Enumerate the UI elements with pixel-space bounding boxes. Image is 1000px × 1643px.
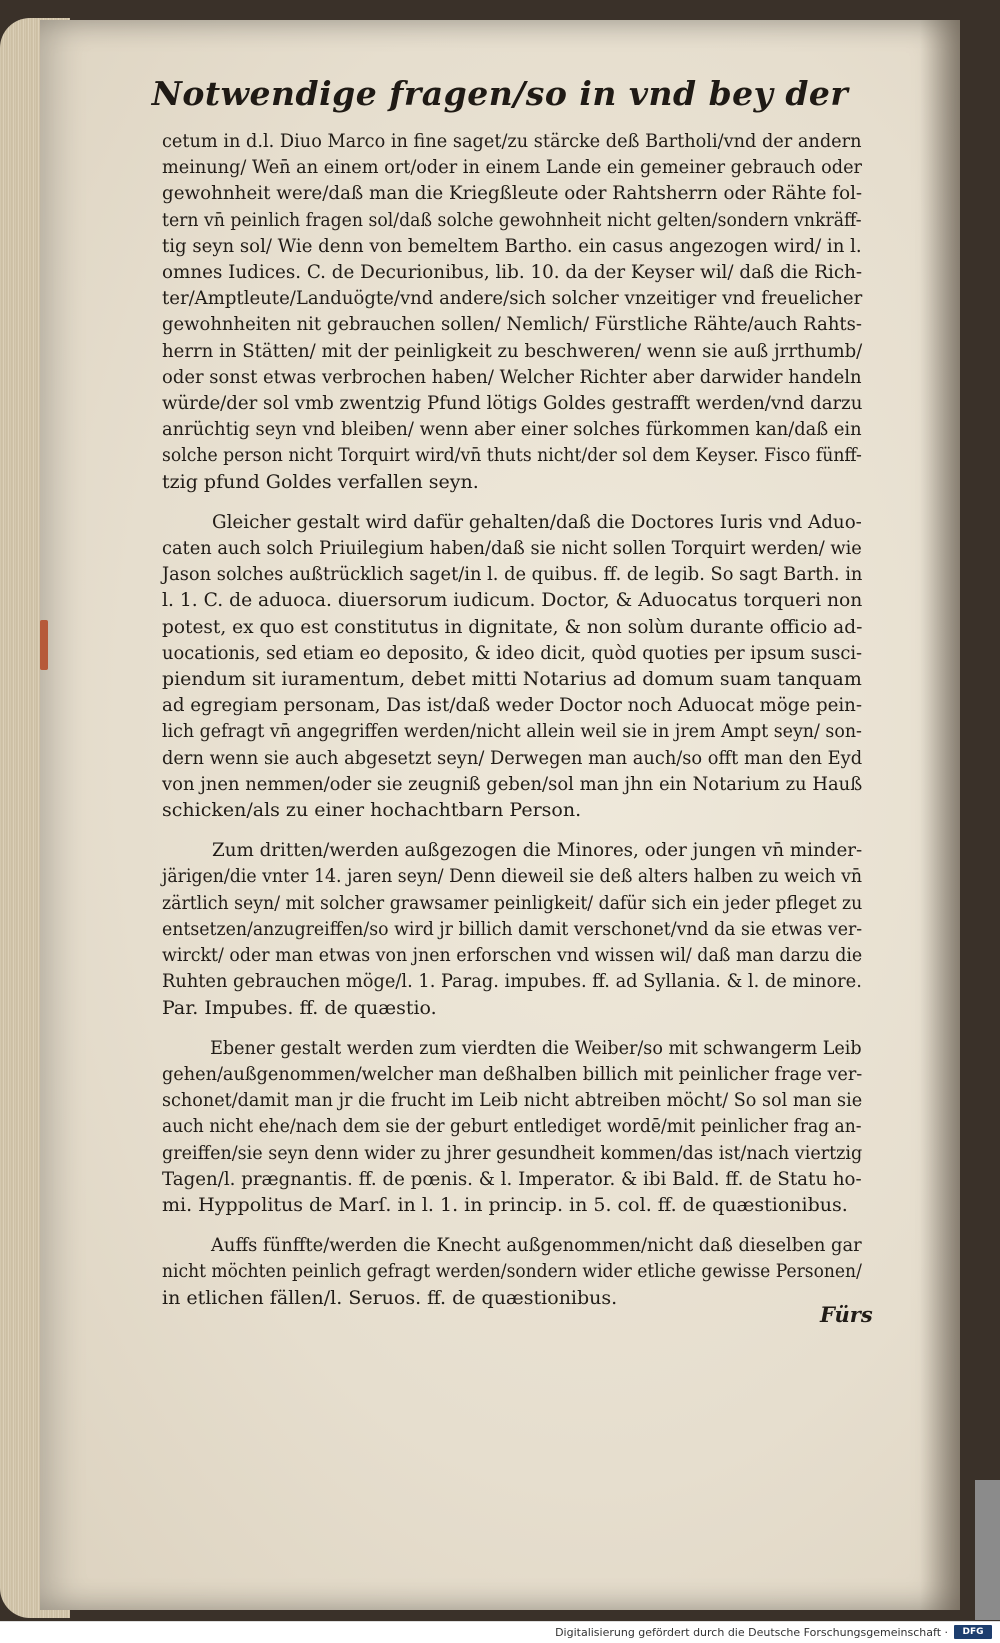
text-line: gewohnheiten nit gebrauchen sollen/ Nemlich/ Fürstliche Rähte/auch Rahts- <box>162 313 862 336</box>
text-line: dern wenn sie auch abgesetzt seyn/ Derwegen man auch/so offt man den Eyd <box>162 746 863 769</box>
text-line: herrn in Stätten/ mit der peinligkeit zu beschweren/ wenn sie auß jrrthumb/ <box>162 339 863 362</box>
text-line: mi. Hyppolitus de Marſ. in l. 1. in princip. in 5. col. ff. de quæstionibus. <box>162 1193 848 1216</box>
color-card-edge <box>975 1480 1000 1620</box>
text-line: Gleicher gestalt wird dafür gehalten/daß die Doctores Iuris vnd Aduo- <box>212 510 862 533</box>
text-line: in etlichen fällen/l. Seruos. ff. de quæstionibus. <box>162 1286 618 1309</box>
text-line: entsetzen/anzugreiffen/so wird jr billich damit verschonet/vnd da sie etwas ver- <box>162 917 863 940</box>
text-line: uocationis, sed etiam eo deposito, & ideo dicit, quòd quoties per ipsum susci- <box>162 641 863 664</box>
paragraph <box>162 1232 862 1311</box>
text-line: tig seyn sol/ Wie denn von bemeltem Bartho. ein casus angezogen wird/ in l. <box>162 234 862 257</box>
bookmark-tab <box>40 620 48 670</box>
text-line: auch nicht ehe/nach dem sie der geburt entlediget wordē/mit peinlicher frag an- <box>162 1115 862 1138</box>
text-line: anrüchtig seyn vnd bleiben/ wenn aber einer solches fürkommen kan/daß ein <box>162 418 862 441</box>
text-line: meinung/ Wen̄ an einem ort/oder in einem Lande ein gemeiner gebrauch oder <box>162 156 862 179</box>
dfg-logo: DFG <box>954 1625 992 1639</box>
running-head: Notwendige fragen/so in vnd bey der <box>151 74 849 113</box>
text-line: Ebener gestalt werden zum vierdten die Weiber/so mit schwangerm Leib <box>210 1036 862 1059</box>
text-line: gewohnheit were/daß man die Kriegßleute oder Rahtsherrn oder Rähte fol- <box>162 182 863 205</box>
text-line: cetum in d.l. Diuo Marco in fine saget/zu stärcke deß Bartholi/vnd der andern <box>162 130 862 152</box>
text-line: ad egregiam personam, Das ist/daß weder Doctor noch Aduocat möge pein- <box>162 694 863 717</box>
text-line: Tagen/l. prægnantis. ff. de pœnis. & l. Imperator. & ibi Bald. ff. de Statu ho- <box>162 1167 862 1190</box>
text-line: schicken/als zu einer hochachtbarn Person. <box>162 799 582 822</box>
text-line: von jnen nemmen/oder sie zeugniß geben/sol man jhn ein Notarium zu Hauß <box>162 772 863 795</box>
paragraph <box>162 837 862 1020</box>
text-line: Ruhten gebrauchen möge/l. 1. Parag. impubes. ff. ad Syllania. & l. de minore. <box>162 970 862 993</box>
paragraph <box>162 509 862 823</box>
text-line: potest, ex quo est constitutus in dignitate, & non solùm durante officio ad- <box>162 615 863 638</box>
text-line: nicht möchten peinlich gefragt werden/sondern wider etliche gewisse Personen/ <box>162 1260 862 1283</box>
text-line: järigen/die vnter 14. jaren seyn/ Denn dieweil sie deß alters halben zu weich vn̄ <box>162 865 863 888</box>
text-line: omnes Iudices. C. de Decurionibus, lib. 10. da der Keyser wil/ daß die Rich- <box>162 261 863 284</box>
text-body <box>162 128 862 1325</box>
page-gutter-shadow <box>920 20 960 1610</box>
text-line: zärtlich seyn/ mit solcher grawsamer peinligkeit/ dafür sich ein jeder pfleget zu <box>162 891 863 914</box>
text-line: wirckt/ oder man etwas von jnen erforschen vnd wissen wil/ daß man darzu die <box>162 944 863 967</box>
paragraph <box>162 1035 862 1218</box>
catchword: Fürs <box>820 1302 873 1327</box>
text-line: lich gefragt vn̄ angegriffen werden/nicht allein weil sie in jrem Ampt seyn/ son- <box>162 720 862 743</box>
text-line: würde/der sol vmb zwentzig Pfund lötigs Goldes gestrafft werden/vnd darzu <box>162 392 863 415</box>
text-line: greiffen/sie seyn denn wider zu jhrer gesundheit kommen/das ist/nach viertzig <box>162 1141 863 1164</box>
text-line: Par. Impubes. ff. de quæstio. <box>162 996 437 1019</box>
paragraph <box>162 128 862 495</box>
text-line: Auffs fünffte/werden die Knecht außgenommen/nicht daß dieselben gar <box>210 1234 862 1257</box>
text-line: piendum sit iuramentum, debet mitti Notarius ad domum suam tanquam <box>162 668 862 691</box>
text-line: l. 1. C. de aduoca. diuersorum iudicum. Doctor, & Aduocatus torqueri non <box>162 589 863 612</box>
text-line: tern vn̄ peinlich fragen sol/daß solche gewohnheit nicht gelten/sondern vnkräff- <box>162 208 862 231</box>
footer-credit: Digitalisierung gefördert durch die Deutsche Forschungsgemeinschaft · <box>555 1626 948 1639</box>
text-line: schonet/damit man jr die frucht im Leib nicht abtreiben möcht/ So sol man sie <box>162 1089 863 1112</box>
text-line: gehen/außgenommen/welcher man deßhalben billich mit peinlicher frage ver- <box>162 1062 863 1085</box>
footer-bar <box>0 1621 1000 1643</box>
text-line: tzig pfund Goldes verfallen seyn. <box>162 470 479 493</box>
text-line: Jason solches außtrücklich saget/in l. de quibus. ff. de legib. So sagt Barth. in <box>162 563 863 586</box>
text-line: ter/Amptleute/Landuögte/vnd andere/sich solcher vnzeitiger vnd freuelicher <box>162 287 863 310</box>
text-line: caten auch solch Priuilegium haben/daß sie nicht sollen Torquirt werden/ wie <box>162 537 862 560</box>
text-line: oder sonst etwas verbrochen haben/ Welcher Richter aber darwider handeln <box>162 365 862 388</box>
text-line: solche person nicht Torquirt wird/vn̄ thuts nicht/der sol dem Keyser. Fisco fünff- <box>162 444 862 467</box>
text-line: Zum dritten/werden außgezogen die Minores, oder jungen vn̄ minder- <box>212 839 863 862</box>
